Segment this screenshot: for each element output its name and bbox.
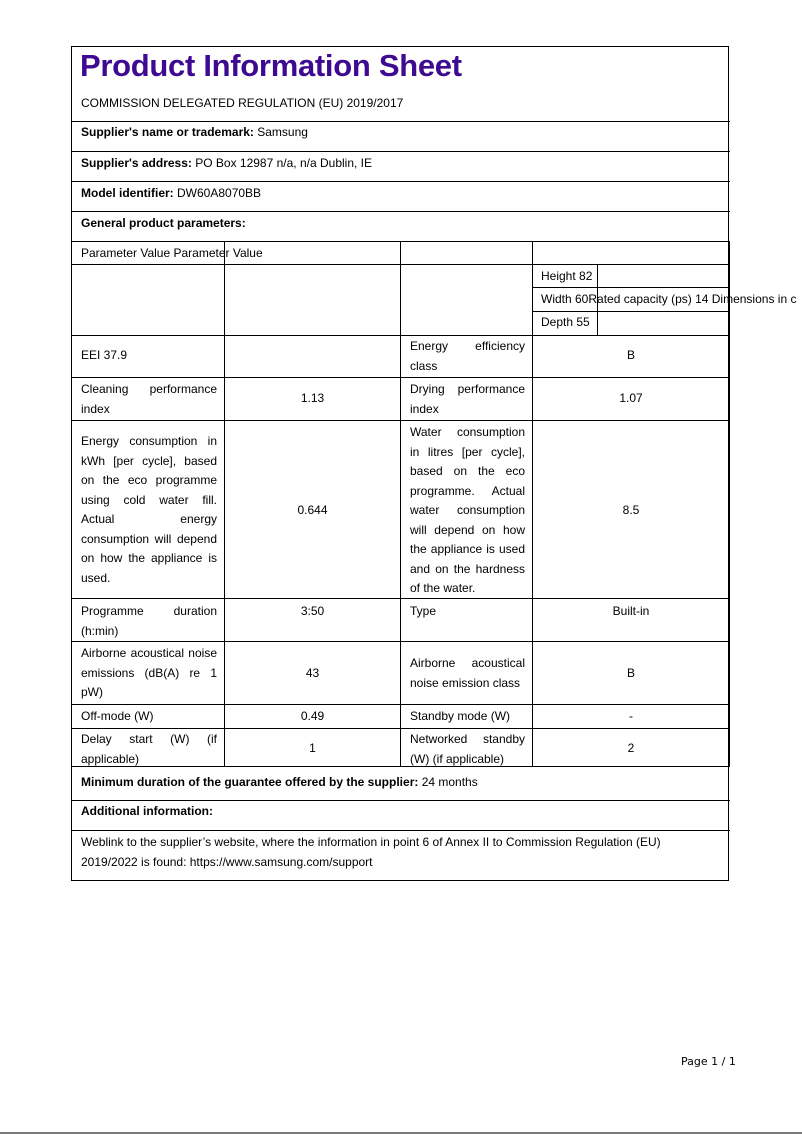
- divider: [71, 211, 730, 212]
- value-energy-efficiency-class: B: [626, 348, 635, 362]
- param-water-consumption: Water consumption in litres [per cycle], based on the eco programme. Actual water consumption will depend on how the appliance is used and on the hardness of the water.: [410, 425, 525, 595]
- page-title: Product Information Sheet: [80, 48, 462, 83]
- supplier-address-label: Supplier's address:: [81, 156, 192, 170]
- value-energy-consumption: 0.644: [297, 503, 328, 517]
- value-standby-mode: -: [629, 709, 633, 723]
- value-water-consumption: 8.5: [622, 503, 640, 517]
- general-parameters-heading: General product parameters:: [81, 216, 246, 230]
- divider: [71, 121, 730, 122]
- supplier-name: [81, 123, 308, 143]
- value-noise-emissions: 43: [305, 666, 320, 680]
- guarantee-value: 24 months: [418, 775, 478, 789]
- divider: [71, 151, 730, 152]
- value-off-mode: 0.49: [300, 709, 325, 723]
- value-programme-duration: 3:50: [300, 604, 325, 618]
- dimension-width-overflow: Width 60Rated capacity (ps) 14 Dimensions in c: [541, 292, 797, 306]
- value-drying-performance: 1.07: [619, 391, 643, 405]
- value-cleaning-performance: 1.13: [300, 391, 325, 405]
- param-noise-emissions: Airborne acoustical noise emissions (dB(A) re 1 pW): [81, 646, 217, 699]
- model-identifier: [81, 184, 261, 204]
- param-eei: EEI 37.9: [81, 348, 128, 362]
- page-number: Page 1 / 1: [681, 1055, 736, 1068]
- param-cleaning-performance: Cleaning performance index: [81, 382, 217, 416]
- param-programme-duration: Programme duration (h:min): [81, 604, 217, 638]
- table-row-line: [71, 335, 730, 336]
- value-delay-start: 1: [309, 741, 316, 755]
- table-row-line: [71, 377, 730, 378]
- value-type: Built-in: [612, 604, 650, 618]
- dimension-height: Height 82: [541, 269, 593, 283]
- divider: [71, 830, 730, 831]
- divider: [71, 800, 730, 801]
- param-energy-consumption: Energy consumption in kWh [per cycle], based on the eco programme using cold water fill. Actual energy consumption will depend on how the appliance is used.: [81, 434, 217, 585]
- supplier-address-value: PO Box 12987 n/a, n/a Dublin, IE: [191, 156, 373, 170]
- supplier-address: [81, 154, 372, 174]
- divider: [71, 181, 730, 182]
- regulation-reference: COMMISSION DELEGATED REGULATION (EU) 2019/2017: [81, 96, 404, 110]
- table-column-line: [400, 241, 401, 766]
- param-standby-mode: Standby mode (W): [410, 709, 511, 723]
- param-networked-standby: Networked standby (W) (if applicable): [410, 732, 525, 766]
- additional-information-heading: Additional information:: [81, 804, 213, 818]
- table-row-line: [71, 420, 730, 421]
- table-row-line: [71, 598, 730, 599]
- param-type: Type: [410, 604, 437, 618]
- param-off-mode: Off-mode (W): [81, 709, 154, 723]
- guarantee-label: Minimum duration of the guarantee offered by the supplier:: [81, 775, 419, 789]
- table-row-line: [71, 641, 730, 642]
- param-delay-start: Delay start (W) (if applicable): [81, 732, 217, 766]
- table-header-text: Parameter Value Parameter Value: [81, 246, 263, 260]
- table-row-line: [71, 704, 730, 705]
- param-noise-class: Airborne acoustical noise emission class: [410, 656, 525, 690]
- dimension-depth: Depth 55: [541, 315, 590, 329]
- param-energy-efficiency-class: Energy efficiency class: [410, 339, 525, 373]
- dimensions-row-line: [532, 287, 729, 288]
- table-column-line: [729, 241, 730, 766]
- value-noise-class: B: [626, 666, 635, 680]
- supplier-name-value: Samsung: [253, 125, 308, 139]
- supplier-name-label: Supplier's name or trademark:: [81, 125, 254, 139]
- param-drying-performance: Drying performance index: [410, 382, 525, 416]
- table-row-line: [71, 766, 730, 767]
- guarantee: [81, 773, 478, 793]
- dimensions-row-line: [532, 311, 729, 312]
- table-row-line: [71, 264, 730, 265]
- table-row-line: [71, 728, 730, 729]
- value-networked-standby: 2: [627, 741, 635, 755]
- weblink-text: Weblink to the supplier’s website, where the information in point 6 of Annex II to Commission Regulation (EU) 2019/2022 is found: https://www.samsung.com/support: [81, 835, 661, 869]
- model-identifier-label: Model identifier:: [81, 186, 174, 200]
- model-identifier-value: DW60A8070BB: [173, 186, 262, 200]
